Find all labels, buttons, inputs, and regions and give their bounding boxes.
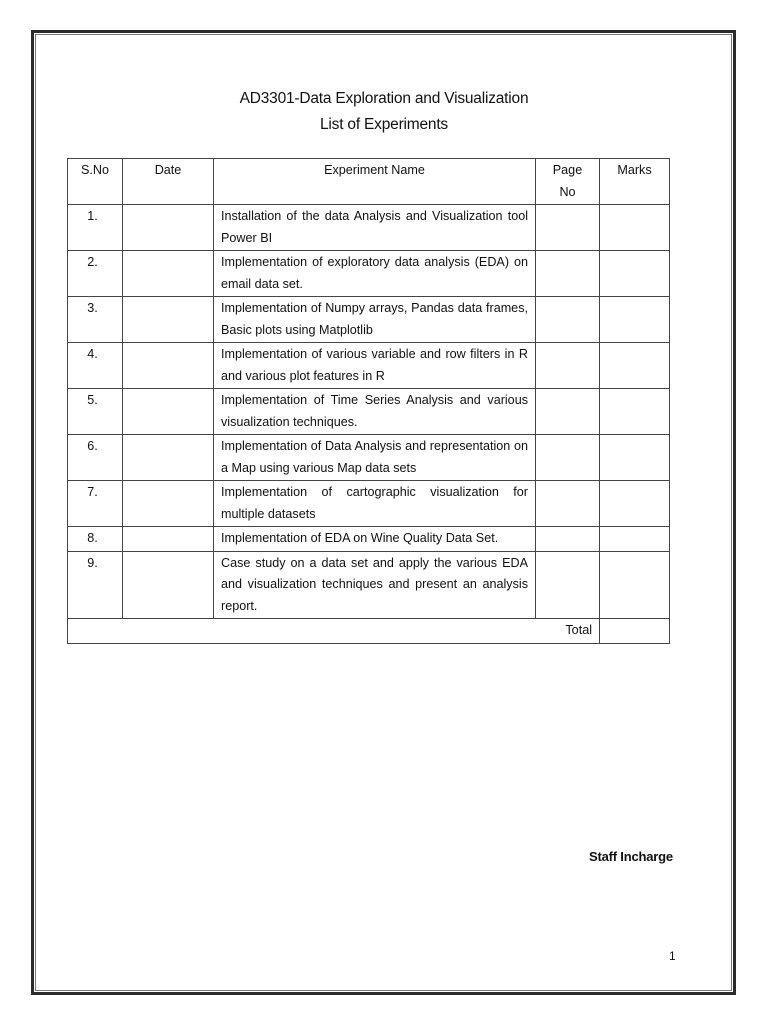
total-label: Total — [68, 619, 600, 644]
table-row — [68, 251, 670, 297]
row-sno: 9. — [68, 551, 123, 619]
table-row — [68, 527, 670, 552]
row-experiment-name: Implementation of EDA on Wine Quality Data Set. — [214, 527, 536, 552]
row-sno: 2. — [68, 251, 123, 297]
document-subtitle: List of Experiments — [319, 116, 448, 133]
row-experiment-name: Implementation of Numpy arrays, Pandas data frames, Basic plots using Matplotlib — [214, 297, 536, 343]
row-date — [123, 435, 214, 481]
row-date — [123, 297, 214, 343]
row-marks — [600, 551, 670, 619]
header-experiment-name: Experiment Name — [214, 159, 536, 205]
row-date — [123, 481, 214, 527]
row-experiment-name: Implementation of cartographic visualization for multiple datasets — [214, 481, 536, 527]
experiments-table — [67, 158, 670, 644]
row-sno: 4. — [68, 343, 123, 389]
row-date — [123, 343, 214, 389]
row-marks — [600, 389, 670, 435]
row-experiment-name: Implementation of exploratory data analysis (EDA) on email data set. — [214, 251, 536, 297]
total-marks-cell — [600, 619, 670, 644]
table-row — [68, 481, 670, 527]
header-page-no — [536, 159, 600, 205]
row-marks — [600, 527, 670, 552]
row-sno: 8. — [68, 527, 123, 552]
header-page-line1: Page — [552, 163, 583, 177]
row-sno: 7. — [68, 481, 123, 527]
row-page-no — [536, 343, 600, 389]
row-experiment-name: Implementation of various variable and row filters in R and various plot features in R — [214, 343, 536, 389]
row-marks — [600, 481, 670, 527]
row-sno: 1. — [68, 205, 123, 251]
row-date — [123, 251, 214, 297]
header-sno: S.No — [68, 159, 123, 205]
row-sno: 5. — [68, 389, 123, 435]
table-row — [68, 551, 670, 619]
row-experiment-name: Implementation of Time Series Analysis and various visualization techniques. — [214, 389, 536, 435]
table-row — [68, 297, 670, 343]
row-sno: 6. — [68, 435, 123, 481]
row-page-no — [536, 481, 600, 527]
row-page-no — [536, 205, 600, 251]
row-date — [123, 551, 214, 619]
table-header-row — [68, 159, 670, 205]
row-page-no — [536, 389, 600, 435]
staff-incharge-label: Staff Incharge — [589, 849, 673, 864]
row-page-no — [536, 527, 600, 552]
document-title: AD3301-Data Exploration and Visualization — [239, 90, 529, 107]
row-marks — [600, 251, 670, 297]
row-page-no — [536, 297, 600, 343]
row-experiment-name: Installation of the data Analysis and Visualization tool Power BI — [214, 205, 536, 251]
row-marks — [600, 297, 670, 343]
row-date — [123, 205, 214, 251]
row-page-no — [536, 435, 600, 481]
table-row — [68, 389, 670, 435]
row-experiment-name: Case study on a data set and apply the various EDA and visualization techniques and present an analysis report. — [214, 551, 536, 619]
total-row — [68, 619, 670, 644]
row-marks — [600, 205, 670, 251]
row-date — [123, 389, 214, 435]
row-page-no — [536, 551, 600, 619]
row-date — [123, 527, 214, 552]
table-row — [68, 343, 670, 389]
header-date: Date — [123, 159, 214, 205]
header-page-line2: No — [559, 184, 576, 199]
row-sno: 3. — [68, 297, 123, 343]
row-page-no — [536, 251, 600, 297]
table-row — [68, 435, 670, 481]
table-row — [68, 205, 670, 251]
row-marks — [600, 435, 670, 481]
row-marks — [600, 343, 670, 389]
page-number: 1 — [669, 949, 676, 963]
row-experiment-name: Implementation of Data Analysis and representation on a Map using various Map data sets — [214, 435, 536, 481]
header-marks: Marks — [600, 159, 670, 205]
